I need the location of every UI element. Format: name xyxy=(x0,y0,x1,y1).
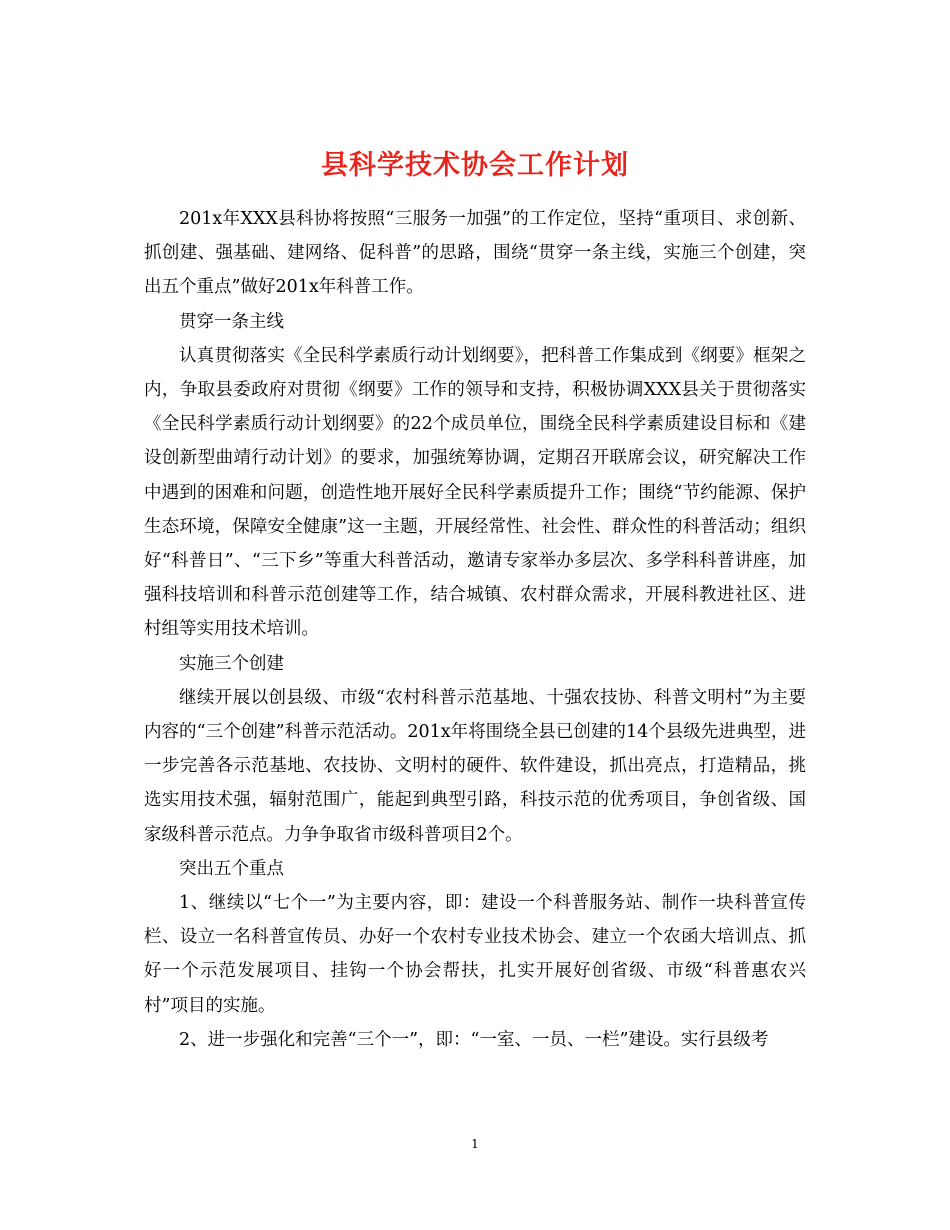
paragraph-main-line: 认真贯彻落实《全民科学素质行动计划纲要》，把科普工作集成到《纲要》框架之内，争取县委政府对贯彻《纲要》工作的领导和支持，积极协调XXX县关于贯彻落实《全民科学素质行动计划纲要》的22个成员单位，围绕全民科学素质建设目标和《建设创新型曲靖行动计划》的要求，加强统筹协调，定期召开联席会议，研究解决工作中遇到的困难和问题，创造性地开展好全民科学素质提升工作；围绕“节约能源、保护生态环境，保障安全健康”这一主题，开展经常性、社会性、群众性的科普活动；组织好“科普日”、“三下乡”等重大科普活动，邀请专家举办多层次、多学科科普讲座，加强科技培训和科普示范创建等工作，结合城镇、农村群众需求，开展科教进社区、进村组等实用技术培训。 xyxy=(144,345,806,640)
document-title: 县科学技术协会工作计划 xyxy=(321,150,629,182)
paragraph-focus-2: 2、进一步强化和完善“三个一”，即：“一室、一员、一栏”建设。实行县级考 xyxy=(179,1029,769,1050)
section-heading-main-line: 贯穿一条主线 xyxy=(179,311,284,332)
document-body xyxy=(144,202,806,1057)
page-number: 1 xyxy=(471,1137,479,1151)
section-heading-three-creations: 实施三个创建 xyxy=(179,653,284,674)
paragraph-three-creations: 继续开展以创县级、市级“农村科普示范基地、十强农技协、科普文明村”为主要内容的“三个创建”科普示范活动。201x年将围绕全县已创建的14个县级先进典型，进一步完善各示范基地、农技协、文明村的硬件、软件建设，抓出亮点，打造精品，挑选实用技术强，辐射范围广，能起到典型引路，科技示范的优秀项目，争创省级、国家级科普示范点。力争争取省市级科普项目2个。 xyxy=(144,687,806,845)
section-heading-five-focuses: 突出五个重点 xyxy=(179,858,284,879)
paragraph-intro: 201x年XXX县科协将按照“三服务一加强”的工作定位，坚持“重项目、求创新、抓创建、强基础、建网络、促科普”的思路，围绕“贯穿一条主线，实施三个创建，突出五个重点”做好201x年科普工作。 xyxy=(144,209,806,298)
paragraph-focus-1: 1、继续以“七个一”为主要内容，即：建设一个科普服务站、制作一块科普宣传栏、设立一名科普宣传员、办好一个农村专业技术协会、建立一个农函大培训点、抓好一个示范发展项目、挂钩一个协会帮扶，扎实开展好创省级、市级“科普惠农兴村”项目的实施。 xyxy=(144,893,806,1016)
